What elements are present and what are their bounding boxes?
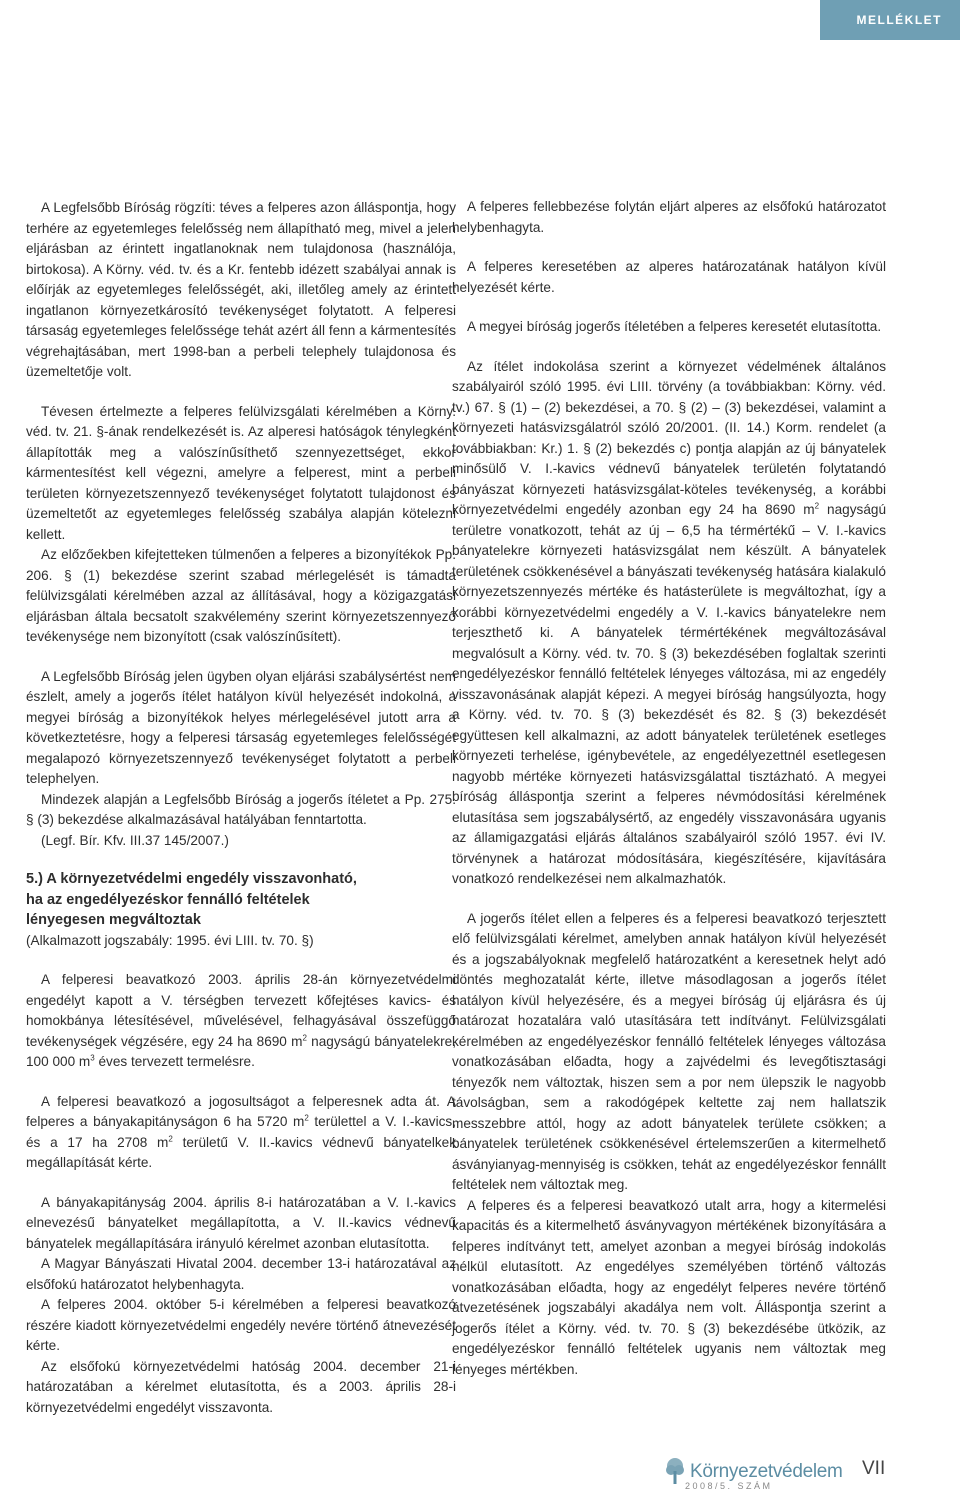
citation: (Legf. Bír. Kfv. III.37 145/2007.) bbox=[41, 832, 229, 848]
superscript: 2 bbox=[304, 1113, 309, 1123]
left-column bbox=[26, 198, 456, 1418]
heading-line: 5.) A környezetvédelmi engedély visszavonható, bbox=[26, 871, 357, 887]
superscript: 3 bbox=[90, 1053, 95, 1063]
paragraph bbox=[452, 357, 886, 890]
paragraph bbox=[26, 970, 456, 1073]
superscript: 2 bbox=[814, 501, 820, 511]
section-label: MELLÉKLET bbox=[820, 0, 960, 40]
text: éves tervezett termelésre. bbox=[94, 1054, 255, 1069]
paragraph: Mindezek alapján a Legfelsőbb Bíróság a jogerős ítéletet a Pp. 275. § (3) bekezdése alkalmazásával hatályában fenntartotta. bbox=[26, 791, 456, 827]
text: nagyságú területre vonatkozott, tehát az új – 6,5 ha térmértékű – V. I.-kavics bányatelekre környezeti hatásvizsgálat nem készült. A bányatelek területének csökkenésével a bányászati tevékenység hatására kialakuló környezetszennyezés mértéke és hatásterülete is megváltozhat, így a korábbi környezetvédelmi engedély a V. I.-kavics bányatelekre nem terjeszthető ki. A bányatelek térmértékének megváltozásával megvalósult a Körny. véd. tv. 70. § (3) bekezdésében foglaltak szerinti engedélyezéskor fennálló feltételek lényeges változása, mi az engedély visszavonásának alapját képezi. A megyei bíróság hangsúlyozta, hogy a Körny. véd. tv. 70. § (3) bekezdését és 82. § (3) bekezdését együttesen kell alkalmazni, az adott bányatelek területének esetleges környezeti terhelése, igénybevétele, az engedélyezettnél esetlegesen nagyobb mértéke környezeti hatásvizsgálattal tisztázható. A megyei bíróság álláspontja szerint a felperes névmódosítási kérelmének elutasítása sem jogszabálysértő, az engedély visszavonására ugyanis az államigazgatási eljárás általános szabályairól szóló 1957. évi IV. törvénynek a határozat módosítására, kiegészítésére, kijavítására vonatkozó rendelkezései nem alkalmazhatók. bbox=[452, 502, 887, 886]
superscript: 2 bbox=[168, 1133, 173, 1143]
paragraph: A felperes 2004. október 5-i kérelmében a felperesi beavatkozó részére kiadott környezetvédelmi engedély nevére történő átnevezését kérte. bbox=[26, 1297, 456, 1353]
paragraph: A megyei bíróság jogerős ítéletében a felperes keresetét elutasította. bbox=[467, 319, 882, 334]
paragraph: A Legfelsőbb Bíróság rögzíti: téves a felperes azon álláspontja, hogy terhére az egyetemleges felelősség nem állapítható meg, mivel a jelen eljárásban az érintett ingatlanoknak nem tulajdonosa (használója, birtokosa). A Körny. véd. tv. és a Kr. fentebb idézett szabályai annak is előírják az egyetemleges felelősségét, aki, illetőleg amely az érintett ingatlanon környezetkárosító tevékenységet folytatott. A felperesi társaság egyetemleges felelőssége tehát azért áll fenn a kármentesítés végrehajtásában, mert 1998-ban a perbeli telephely tulajdonosa és üzemeltetője volt. bbox=[26, 200, 456, 379]
superscript: 2 bbox=[302, 1032, 307, 1042]
heading-line: ha az engedélyezéskor fennálló feltételek bbox=[26, 891, 310, 908]
paragraph bbox=[26, 1092, 456, 1174]
paragraph: A Magyar Bányászati Hivatal 2004. december 13-i határozatával az elsőfokú határozatot helybenhagyta. bbox=[26, 1256, 456, 1292]
paragraph: Az előzőekben kifejtetteken túlmenően a felperes a bizonyítékok Pp. 206. § (1) bekezdése szerint szabad mérlegelését is támadta felülvizsgálati kérelmében azzal az állításával, hogy a közigazgatási eljárásban általa becsatolt szakvélemény szerint környezetszennyező tevékenysége nem bizonyított (csak valószínűsített). bbox=[26, 547, 456, 644]
logo-text: Környezetvédelem bbox=[690, 1461, 843, 1482]
text: területtel a V. I.-kavics, és a 17 ha 2708 m bbox=[26, 1114, 456, 1150]
text: Az ítélet indokolása szerint a környezet védelmének általános szabályairól szóló 1995. évi LIII. törvény (a továbbiakban: Körny. véd. tv.) 67. § (1) – (2) bekezdései, a 70. § (2) – (3) bekezdései, valamint a környezeti hatásvizsgálatról szóló 20/2001. (II. 14.) Korm. rendelet (a továbbiakban: Kr.) 1. § (2) bekezdés c) pontja alapján az új bányatelek minősülő V. I.-kavics védnevű bányatelek területén folytatandó bányászat környezeti hatásvizsgálat-köteles tevékenység, a korábbi környezetvédelmi engedély azonban egy 24 ha 8690 m bbox=[452, 358, 886, 517]
paragraph: Tévesen értelmezte a felperes felülvizsgálati kérelmében a Körny. véd. tv. 21. §-ának rendelkezését is. Az alperesi hatóságok ténylegként állapították meg a valószínűsíthető szennyezettséget, ekkor kármentesítést kell végezni, amelyre a felperest, mint a perbeli területen környezetszennyező tevékenységet folytatott tulajdonost és üzemeltetőt az egyetemleges felelősség szabálya alapján kötelezni kellett. bbox=[26, 403, 456, 542]
paragraph: A felperes fellebbezése folytán eljárt alperes az elsőfokú határozatot helybenhagyta. bbox=[452, 199, 886, 235]
paragraph: A Legfelsőbb Bíróság jelen ügyben olyan eljárási szabálysértést nem észlelt, amely a jogerős ítélet hatályon kívül helyezését indokolná, a megyei bíróság a bizonyítékok helyes mérlegelésével jutott arra a következtetésre, hogy a felperesi társaság egyetemleges felelősségét megalapozó környezetszennyező tevékenységet folytatott a perbeli telephelyen. bbox=[26, 668, 456, 786]
paragraph: A felperes és a felperesi beavatkozó utalt arra, hogy a kitermelési kapacitás és a kitermelhető ásványvagyon mértékének bizonyítására a felperes indítványt tett, amelyet azonban a megyei bíróság indokolás nélkül elutasított. Az engedélyes személyében történő változás vonatkozásában előadta, hogy az engedélyt felperes nevére történő átvezetésének jogszabályi akadálya nem volt. Álláspontja szerint a jogerős ítélet a Körny. véd. tv. 70. § (3) bekezdésébe ütközik, az engedélyezéskor fennálló feltételek ugyanis nem változtak meg lényeges mértékben. bbox=[452, 1197, 886, 1377]
issue-label: 2008/5. SZÁM bbox=[685, 1481, 773, 1491]
applied-law: (Alkalmazott jogszabály: 1995. évi LIII. tv. 70. §) bbox=[26, 932, 314, 948]
paragraph: A bányakapitányság 2004. április 8-i határozatában a V. I.-kavics elnevezésű bányatelket megállapította, a V. II.-kavics védnevű bányatelek megállapítására irányuló kérelmet azonban elutasította. bbox=[26, 1194, 456, 1251]
tree-icon bbox=[664, 1457, 686, 1487]
right-column bbox=[452, 197, 886, 1380]
page-number: VII bbox=[862, 1458, 886, 1479]
text: A felperesi beavatkozó a jogosultságot a felperesnek adta át. A felperes a bányakapitányságon 6 ha 5720 m bbox=[26, 1093, 456, 1129]
paragraph: Az elsőfokú környezetvédelmi hatóság 2004. december 21-i határozatában a kérelmet elutasította, és a 2003. április 28-i környezetvédelmi engedélyt visszavonta. bbox=[26, 1358, 456, 1415]
text: nagyságú bányatelekre, 100 000 m bbox=[26, 1033, 457, 1069]
page-header bbox=[0, 0, 960, 40]
text: A felperesi beavatkozó 2003. április 28-án környezetvédelmi engedélyt kapott a V. térségben tervezett kőfejtéses kavics- és homokbánya létesítésével, művelésével, felhagyásával összefüggő tevékenységek végzésére, egy 24 ha 8690 m bbox=[26, 972, 456, 1049]
paragraph: A felperes keresetében az alperes határozatának hatályon kívül helyezését kérte. bbox=[452, 259, 886, 295]
paragraph: A jogerős ítélet ellen a felperes és a felperesi beavatkozó terjesztett elő felülvizsgálati kérelmet, amelyben annak hatályon kívül helyezését és a jogszabályoknak megfelelő határozatként a keresetnek helyt adó döntés meghozatalát kérte, illetve másodlagosan a jogerős ítélet hatályon kívül helyezésére, és a megyei bíróság új eljárásra és új határozat hozatalára való utasítására tett indítványt. Felülvizsgálati kérelmében az engedélyezéskor fennálló feltételek lényeges változása vonatkozásában előadta, hogy a zajvédelmi és levegőtisztasági tényezők nem változtak, hiszen sem a por nem ülepszik le nagyobb távolságban, sem a rakodógépek keltette zaj nem hallatszik messzebbre attól, hogy az adott bányatelek területe csökken; a bányatelek területének csökkenésével értelemszerűen a kitermelhető ásványianyag-mennyiség is csökken, tehát az engedélyezéskor fennállt feltételek nem változtak meg. bbox=[452, 910, 886, 1192]
text: területű V. II.-kavics védnevű bányatelkek megállapítását kérte. bbox=[26, 1134, 457, 1170]
case-heading bbox=[26, 869, 456, 931]
heading-line: lényegesen megváltoztak bbox=[26, 912, 201, 928]
